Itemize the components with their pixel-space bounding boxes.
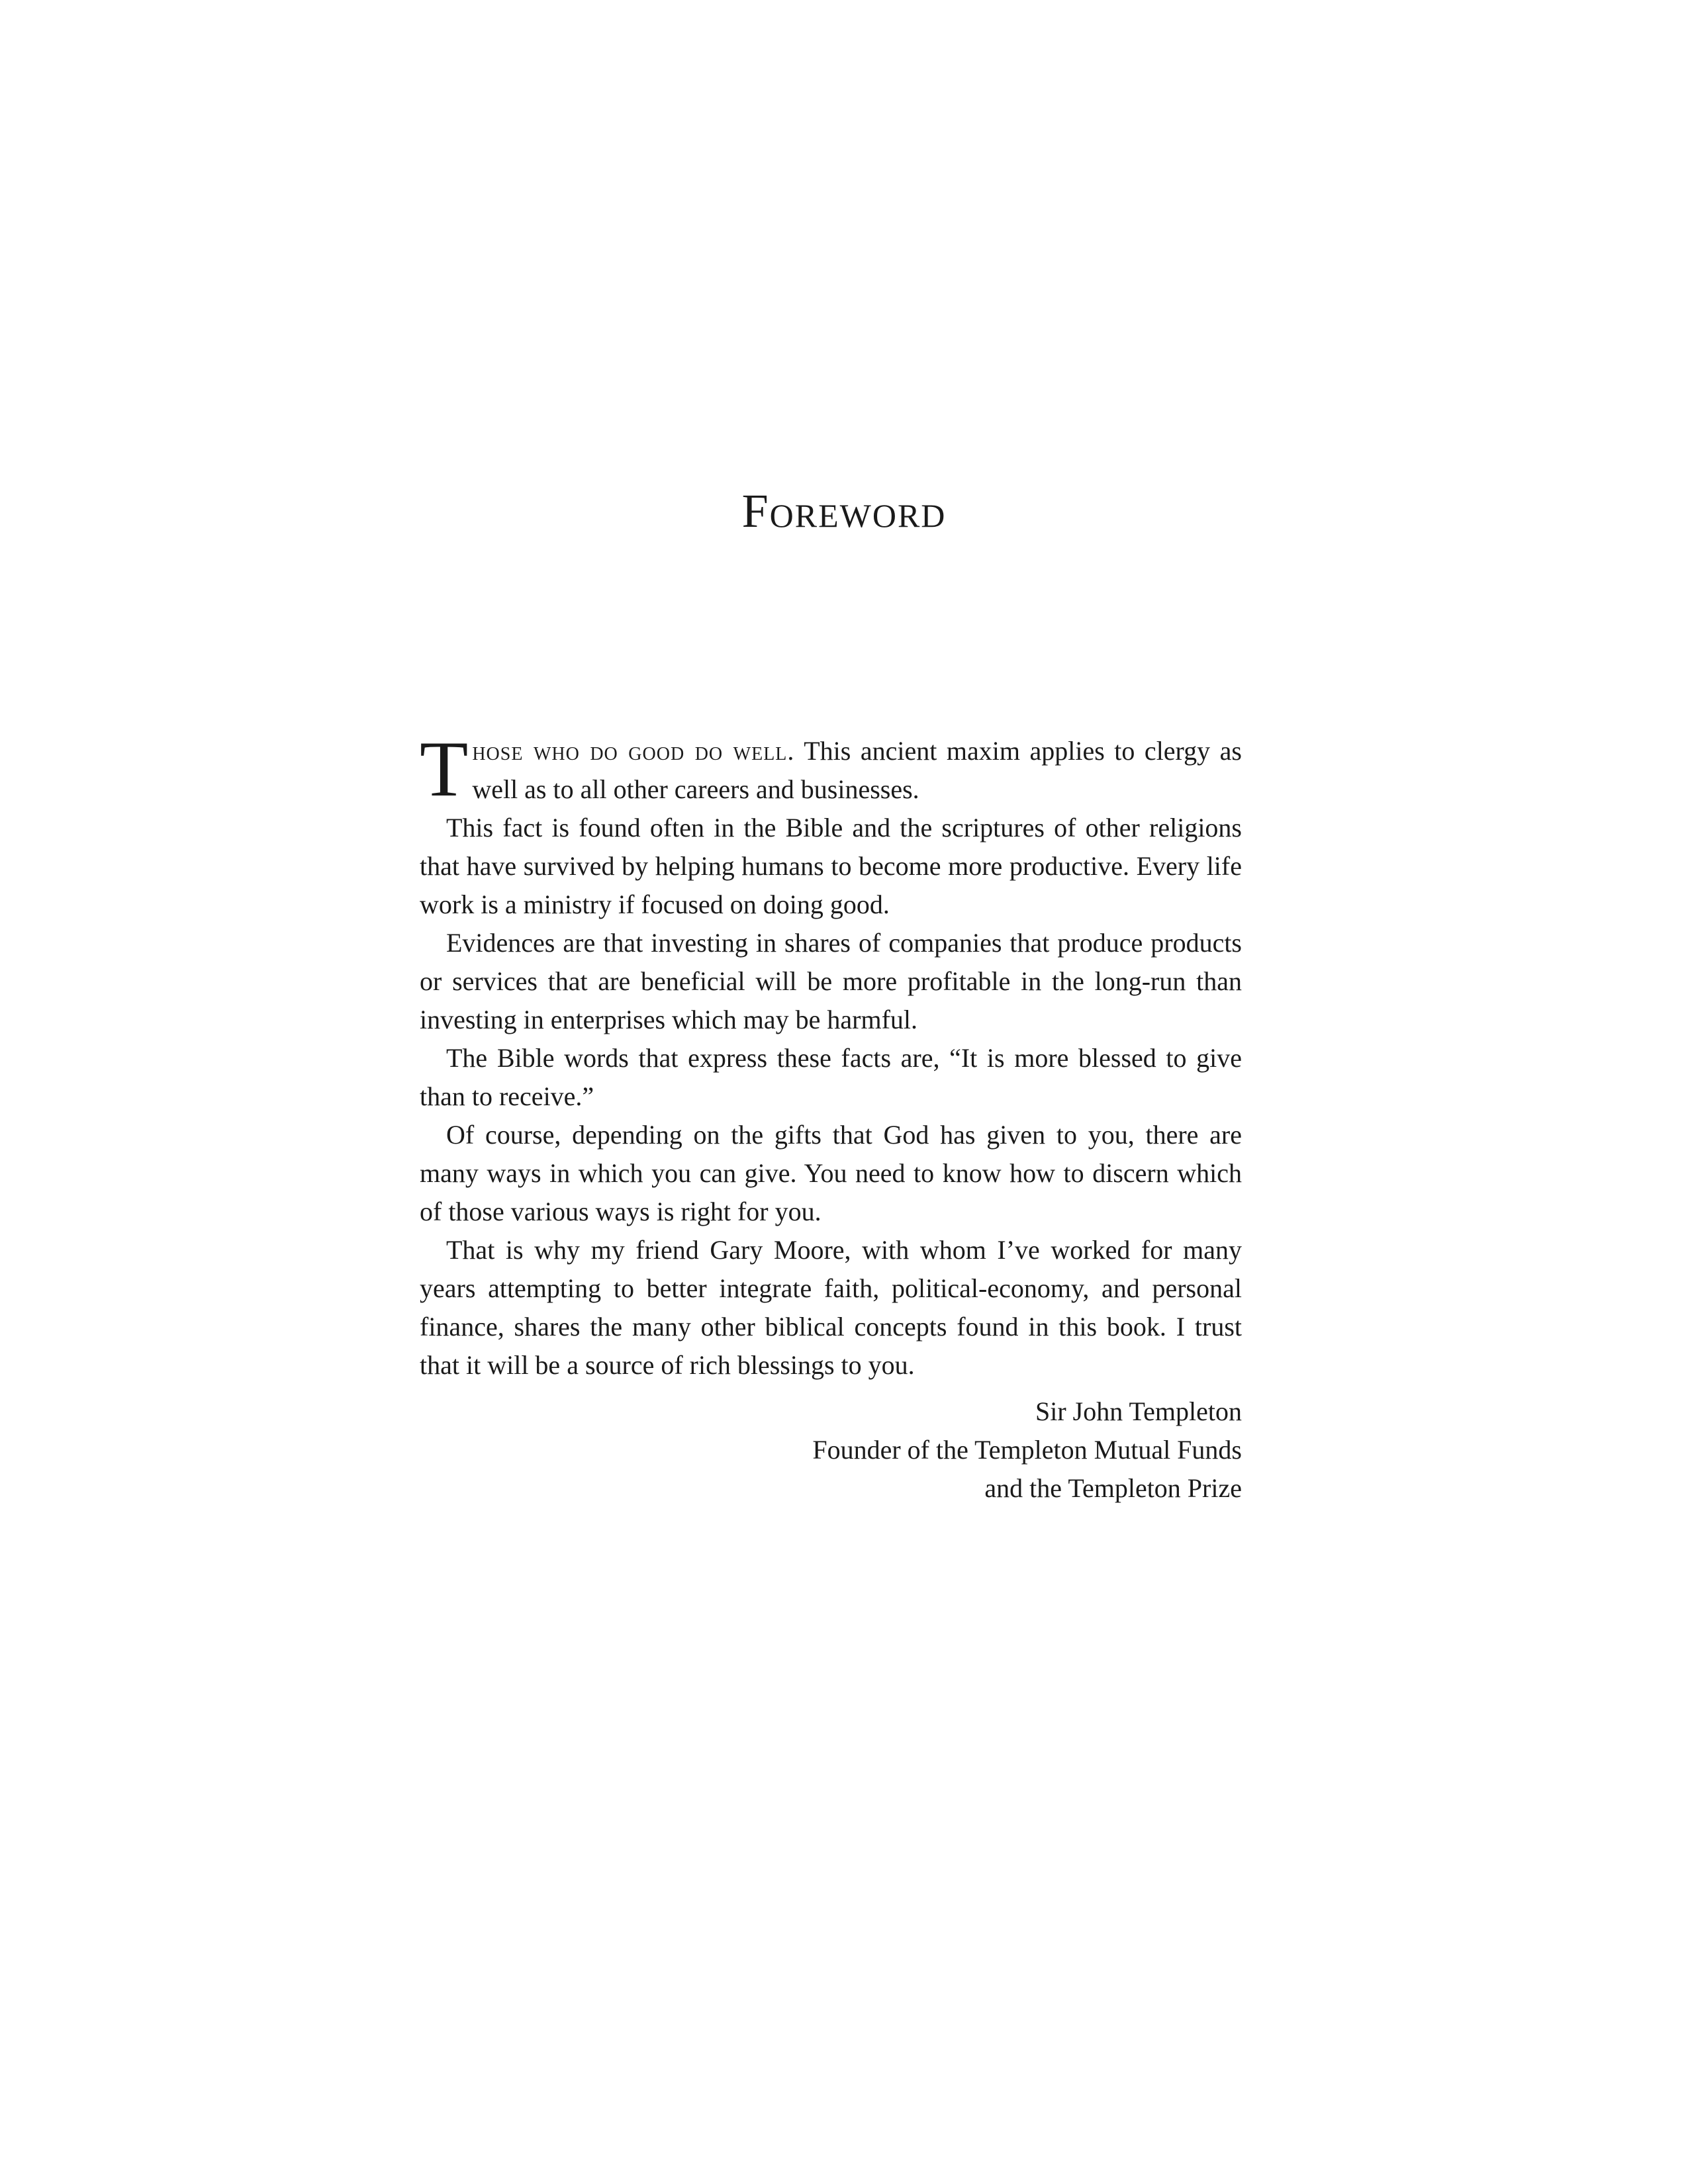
paragraph-2: This fact is found often in the Bible and the scriptures of other religions that have survived by helping humans to become more productive. Every life work is a ministry if focused on doing good. bbox=[420, 813, 1242, 919]
signature-title-line-1: Founder of the Templeton Mutual Funds bbox=[812, 1435, 1242, 1465]
paragraph-1-text: This ancient maxim applies to clergy as well as to all other careers and businesses. bbox=[472, 736, 1242, 804]
paragraph-4: The Bible words that express these facts are, “It is more blessed to give than to receive.” bbox=[420, 1043, 1242, 1111]
signature-title-line-2: and the Templeton Prize bbox=[984, 1473, 1242, 1503]
paragraph-6: That is why my friend Gary Moore, with whom I’ve worked for many years attempting to better integrate faith, political-economy, and personal finance, shares the many other biblical concepts found in this book. I trust that it will be a source of rich blessings to you. bbox=[420, 1235, 1242, 1380]
paragraph-5: Of course, depending on the gifts that God has given to you, there are many ways in which you can give. You need to know how to discern which of those various ways is right for you. bbox=[420, 1120, 1242, 1226]
signature-name: Sir John Templeton bbox=[1035, 1396, 1242, 1426]
paragraph-1 bbox=[420, 725, 1242, 813]
drop-cap: T bbox=[420, 725, 469, 813]
lead-in-small-caps: hose who do good do well. bbox=[472, 736, 795, 766]
signature-block bbox=[420, 1392, 1242, 1508]
page-title: Foreword bbox=[741, 484, 947, 537]
paragraph-3: Evidences are that investing in shares of companies that produce products or services that are beneficial will be more profitable in the long-run than investing in enterprises which may be harmful. bbox=[420, 928, 1242, 1034]
foreword-body bbox=[420, 725, 1242, 1385]
